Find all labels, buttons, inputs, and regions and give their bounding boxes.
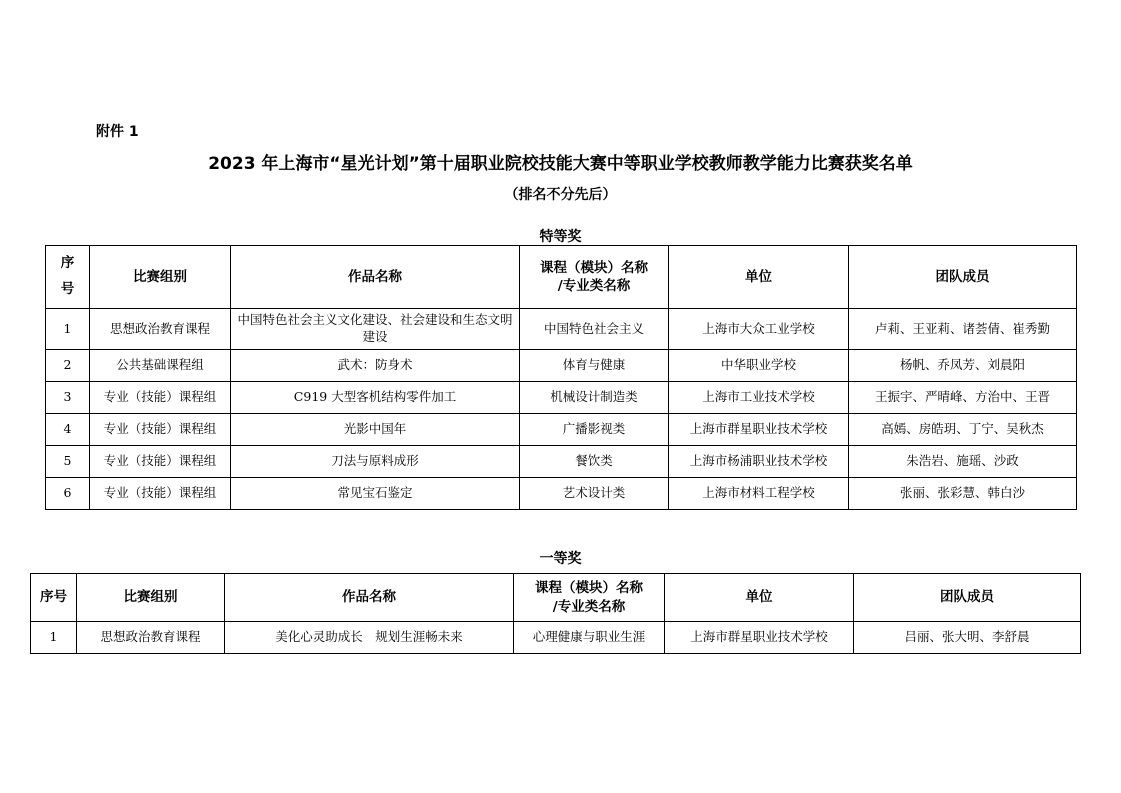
cell-members: 卢莉、王亚莉、诸荟倩、崔秀勤 [849,309,1077,350]
header-members: 团队成员 [849,246,1077,309]
cell-work: 美化心灵助成长 规划生涯畅未来 [225,622,514,654]
attachment-label: 附件 1 [96,124,139,140]
section-title-special-prize: 特等奖 [539,229,582,245]
header-group: 比赛组别 [90,246,231,309]
header-unit: 单位 [665,574,854,622]
cell-seq: 5 [46,446,90,478]
table-row [46,309,1077,350]
table-row [46,414,1077,446]
cell-group: 专业（技能）课程组 [90,414,231,446]
cell-course: 广播影视类 [520,414,669,446]
header-course [514,574,665,622]
cell-members: 王振宇、严晴峰、方治中、王晋 [849,382,1077,414]
document-subtitle: （排名不分先后） [504,187,617,203]
cell-group: 专业（技能）课程组 [90,478,231,510]
header-group: 比赛组别 [77,574,225,622]
cell-seq: 2 [46,350,90,382]
cell-group: 公共基础课程组 [90,350,231,382]
cell-group: 专业（技能）课程组 [90,446,231,478]
cell-course: 中国特色社会主义 [520,309,669,350]
header-course-line2: /专业类名称 [552,598,626,615]
cell-unit: 中华职业学校 [669,350,849,382]
cell-work: 光影中国年 [231,414,520,446]
table-header-row [46,246,1077,309]
table-row [46,446,1077,478]
cell-unit: 上海市大众工业学校 [669,309,849,350]
cell-unit: 上海市工业技术学校 [669,382,849,414]
header-unit: 单位 [669,246,849,309]
cell-members: 朱浩岩、施瑶、沙政 [849,446,1077,478]
header-seq-line1: 序 [60,255,75,272]
table-row [46,350,1077,382]
first-prize-table [30,573,1081,654]
header-course [520,246,669,309]
header-members: 团队成员 [854,574,1081,622]
section-title-first-prize: 一等奖 [539,551,582,567]
cell-members: 杨帆、乔凤芳、刘晨阳 [849,350,1077,382]
cell-course: 艺术设计类 [520,478,669,510]
header-course-line1: 课程（模块）名称 [535,580,643,597]
cell-unit: 上海市群星职业技术学校 [669,414,849,446]
cell-course: 机械设计制造类 [520,382,669,414]
cell-work: C919 大型客机结构零件加工 [231,382,520,414]
cell-group: 思想政治教育课程 [90,309,231,350]
cell-work: 刀法与原料成形 [231,446,520,478]
cell-unit: 上海市杨浦职业技术学校 [669,446,849,478]
cell-course: 体育与健康 [520,350,669,382]
cell-seq: 3 [46,382,90,414]
table-row [31,622,1081,654]
cell-members: 吕丽、张大明、李舒晨 [854,622,1081,654]
cell-group: 专业（技能）课程组 [90,382,231,414]
header-course-line2: /专业类名称 [557,278,631,294]
table-row [46,478,1077,510]
header-seq-line2: 号 [60,281,75,297]
cell-unit: 上海市材料工程学校 [669,478,849,510]
cell-work: 常见宝石鉴定 [231,478,520,510]
cell-work: 武术：防身术 [231,350,520,382]
cell-members: 张丽、张彩慧、韩白沙 [849,478,1077,510]
special-prize-table [45,245,1077,510]
cell-seq: 1 [46,309,90,350]
cell-course: 心理健康与职业生涯 [514,622,665,654]
cell-course: 餐饮类 [520,446,669,478]
cell-group: 思想政治教育课程 [77,622,225,654]
cell-seq: 6 [46,478,90,510]
cell-work: 中国特色社会主义文化建设、社会建设和生态文明建设 [231,309,520,350]
cell-seq: 1 [31,622,77,654]
header-work: 作品名称 [225,574,514,622]
cell-members: 高嫣、房皓玥、丁宁、吴秋杰 [849,414,1077,446]
table-header-row [31,574,1081,622]
header-work: 作品名称 [231,246,520,309]
header-seq [46,246,90,309]
header-course-line1: 课程（模块）名称 [540,259,648,276]
cell-seq: 4 [46,414,90,446]
table-row [46,382,1077,414]
cell-unit: 上海市群星职业技术学校 [665,622,854,654]
document-title: 2023 年上海市“星光计划”第十届职业院校技能大赛中等职业学校教师教学能力比赛获奖名单 [208,154,913,174]
header-seq: 序号 [31,574,77,622]
